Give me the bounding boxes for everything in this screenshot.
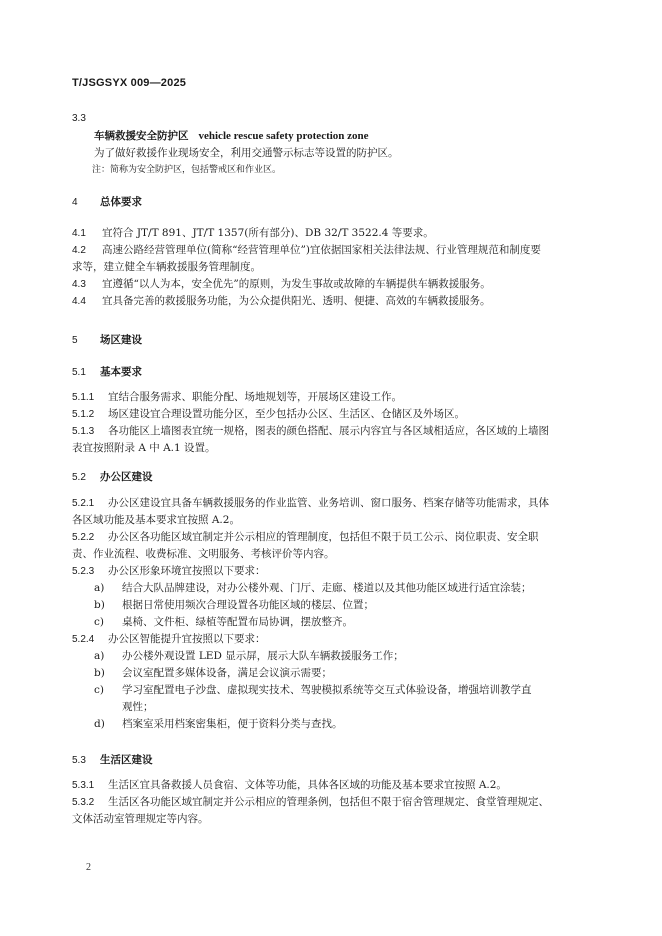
list-text: 桌椅、文件柜、绿植等配置布局协调，摆放整齐。 [122,616,353,628]
list-item [72,665,592,682]
list-text: 结合大队品牌建设，对办公楼外观、门厅、走廊、楼道以及其他功能区域进行适宜涂装； [122,582,532,594]
clause-number: 5.1.2 [72,409,95,420]
list-item [72,597,592,614]
clause-number: 4.1 [72,228,86,239]
term-definition: 为了做好救援作业现场安全，利用交通警示标志等设置的防护区。 [94,147,399,159]
clause-text: 办公区各功能区域宜制定并公示相应的管理制度，包括但不限于员工公示、岗位职责、安全职 [108,531,539,543]
clause-number: 5.3.1 [72,780,95,791]
clause-number: 4.4 [72,296,86,307]
page-number: 2 [86,862,91,873]
list-marker: d) [94,718,105,730]
clause-text: 高速公路经营管理单位(简称“经营管理单位”)宜依据国家相关法律法规、行业管理规范和制度要 [102,244,541,256]
clause-text: 场区建设宜合理设置功能分区，至少包括办公区、生活区、仓储区及外场区。 [108,408,465,420]
clause-text: 生活区宜具备救援人员食宿、文体等功能，具体各区域的功能及基本要求宜按照 A.2。 [108,779,507,791]
section-title: 生活区建设 [100,754,153,766]
clause-text: 生活区各功能区域宜制定并公示相应的管理条例，包括但不限于宿舍管理规定、食堂管理规定、 [108,796,549,808]
clause-number: 5.2.3 [72,566,95,577]
list-text: 档案室采用档案密集柜，便于资料分类与查找。 [122,718,343,730]
term-heading [72,128,592,145]
clause-5-2-4 [72,631,592,648]
section-5-2-heading [72,469,592,486]
list-text: 学习室配置电子沙盘、虚拟现实技术、驾驶模拟系统等交互式体验设备，增强培训教学直 [122,684,532,696]
list-text: 根据日常使用频次合理设置各功能区域的楼层、位置； [122,599,374,611]
clause-5-3-2-cont: 文体活动室管理规定等内容。 [72,813,209,825]
list-item-cont: 观性； [122,701,154,713]
list-item [72,682,592,699]
clause-3-3 [72,110,592,179]
clause-number: 5.3.2 [72,797,95,808]
section-number: 5.2 [72,472,86,483]
clause-5-2-2-cont: 责、作业流程、收费标准、文明服务、考核评价等内容。 [72,548,335,560]
term-english: vehicle rescue safety protection zone [198,130,369,142]
clause-number: 5.2.1 [72,498,95,509]
clause-5-3-1 [72,777,592,794]
clause-number: 4.2 [72,245,86,256]
section-title: 基本要求 [100,366,142,378]
list-marker: c) [94,684,104,696]
clause-5-3-2 [72,794,592,811]
clause-5-2-1-cont: 各区域功能及基本要求宜按照 A.2。 [72,514,240,526]
clause-number: 3.3 [72,113,86,124]
clause-text: 办公区建设宜具备车辆救援服务的作业监管、业务培训、窗口服务、档案存储等功能需求，具体 [108,497,549,509]
term-chinese: 车辆救援安全防护区 [94,130,189,142]
clause-4-2 [72,242,592,259]
clause-text: 宜符合 JT/T 891、JT/T 1357(所有部分)、DB 32/T 3522.4 等要求。 [102,227,434,239]
section-5-3-heading [72,752,592,769]
section-number: 5 [72,335,78,346]
clause-5-1-2 [72,406,592,423]
clause-number: 5.2.2 [72,532,95,543]
list-item [72,614,592,631]
section-5-1-body [72,389,592,457]
term-note: 注：简称为安全防护区，包括警戒区和作业区。 [92,165,282,175]
clause-4-3 [72,276,592,293]
list-text: 办公楼外观设置 LED 显示屏，展示大队车辆救援服务工作； [122,650,404,662]
section-5-3-body [72,777,592,828]
clause-5-1-3 [72,423,592,440]
clause-text: 办公区形象环境宜按照以下要求： [108,565,266,577]
list-marker: b) [94,667,105,679]
section-number: 4 [72,197,78,208]
list-marker: c) [94,616,104,628]
section-title: 场区建设 [100,334,142,346]
clause-text: 宜具备完善的救援服务功能，为公众提供阳光、透明、便捷、高效的车辆救援服务。 [102,295,491,307]
clause-5-2-1 [72,495,592,512]
list-text: 会议室配置多媒体设备，满足会议演示需要； [122,667,332,679]
section-title: 办公区建设 [100,471,153,483]
section-4-body [72,225,592,310]
clause-number: 5.1.1 [72,392,95,403]
clause-4-2-cont: 求等，建立健全车辆救援服务管理制度。 [72,261,261,273]
section-number: 5.3 [72,755,86,766]
list-item [72,580,592,597]
clause-number: 5.1.3 [72,426,95,437]
list-marker: a) [94,650,105,662]
section-5-2-body [72,495,592,733]
section-4-heading [72,194,592,211]
clause-4-1 [72,225,592,242]
section-5-1-heading [72,364,592,381]
clause-text: 宜遵循“以人为本，安全优先”的原则，为发生事故或故障的车辆提供车辆救援服务。 [102,278,491,290]
clause-text: 各功能区上墙图表宜统一规格，图表的颜色搭配、展示内容宜与各区域相适应，各区域的上墙图 [108,425,549,437]
document-id-header: T/JSGSYX 009—2025 [72,77,187,89]
clause-number: 5.2.4 [72,634,95,645]
clause-4-4 [72,293,592,310]
list-marker: a) [94,582,105,594]
list-marker: b) [94,599,105,611]
clause-text: 宜结合服务需求、职能分配、场地规划等，开展场区建设工作。 [108,391,402,403]
clause-5-2-3 [72,563,592,580]
list-item [72,648,592,665]
clause-5-1-3-cont: 表宜按照附录 A 中 A.1 设置。 [72,442,216,454]
section-title: 总体要求 [100,196,142,208]
clause-5-1-1 [72,389,592,406]
list-item [72,716,592,733]
section-number: 5.1 [72,367,86,378]
clause-text: 办公区智能提升宜按照以下要求： [108,633,266,645]
clause-5-2-2 [72,529,592,546]
clause-number: 4.3 [72,279,86,290]
section-5-heading [72,332,592,349]
